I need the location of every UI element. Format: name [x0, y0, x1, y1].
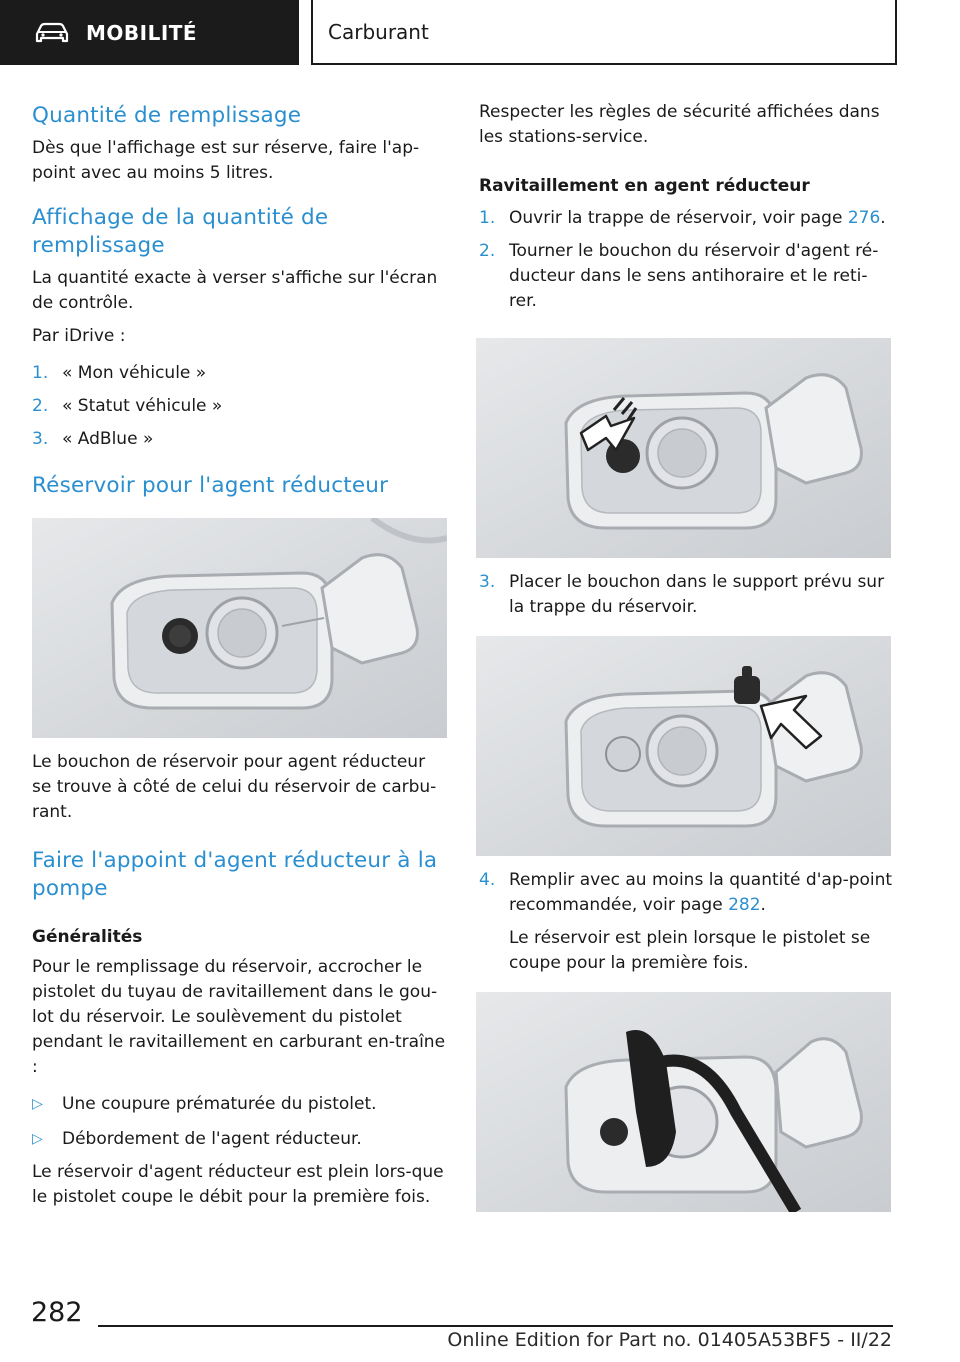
list-text: Débordement de l'agent réducteur.: [62, 1129, 362, 1149]
list-text: « AdBlue »: [62, 429, 154, 449]
list-text: Ouvrir la trappe de réservoir, voir page: [509, 208, 848, 228]
list-number: 2.: [479, 241, 496, 261]
car-icon: [34, 22, 70, 44]
section-title: MOBILITÉ: [86, 21, 198, 45]
step-2: [479, 239, 893, 314]
photo-cap-holder: [476, 636, 891, 856]
page-link-276[interactable]: 276: [847, 208, 881, 228]
heading-reservoir: Réservoir pour l'agent réducteur: [32, 473, 389, 498]
heading-quantite: Quantité de remplissage: [32, 103, 302, 128]
footer-divider: [98, 1325, 893, 1327]
para-step4-note: Le réservoir est plein lorsque le pistolet se coupe pour la première fois.: [509, 928, 871, 973]
para-bouchon: Le bouchon de réservoir pour agent réducteur se trouve à côté de celui du réservoir de carbu-rant.: [32, 752, 437, 822]
step-3: [479, 570, 893, 620]
list-text-end: .: [760, 895, 766, 915]
page-link-282[interactable]: 282: [728, 895, 761, 915]
list-item: [32, 361, 448, 386]
list-number: 1.: [479, 208, 496, 228]
bullet-icon: ▷: [32, 1096, 43, 1112]
list-number: 3.: [32, 429, 49, 449]
para-securite: Respecter les règles de sécurité affichées dans les stations-service.: [479, 102, 880, 147]
step-4: [479, 868, 893, 918]
heading-affichage: Affichage de la quantité de remplissage: [32, 205, 329, 258]
list-item: [32, 1127, 448, 1152]
heading-pompe: Faire l'appoint d'agent réducteur à la pompe: [32, 848, 438, 901]
list-number: 3.: [479, 572, 496, 592]
list-text: Une coupure prématurée du pistolet.: [62, 1094, 377, 1114]
list-text: « Statut véhicule »: [62, 396, 223, 416]
para-idrive: Par iDrive :: [32, 326, 126, 346]
list-item: [32, 1092, 448, 1117]
photo-filler-flap-open: [32, 518, 447, 738]
step-1: [479, 206, 893, 231]
para-affichage: La quantité exacte à verser s'affiche sur l'écran de contrôle.: [32, 268, 438, 313]
list-text: Tourner le bouchon du réservoir d'agent ré-ducteur dans le sens antihoraire et le reti-rer.: [509, 241, 879, 311]
list-text-end: .: [880, 208, 886, 228]
chapter-header: [311, 0, 897, 65]
para-plein: Le réservoir d'agent réducteur est plein lors-que le pistolet coupe le débit pour la première fois.: [32, 1162, 444, 1207]
edition-label: Online Edition for Part no. 01405A53BF5 - II/22: [447, 1329, 892, 1351]
bullet-icon: ▷: [32, 1131, 43, 1147]
list-number: 2.: [32, 396, 49, 416]
photo-nozzle-filling: [476, 992, 891, 1212]
heading-generalites: Généralités: [32, 927, 143, 947]
list-item: [32, 394, 448, 419]
list-number: 1.: [32, 363, 49, 383]
heading-ravitaillement: Ravitaillement en agent réducteur: [479, 176, 810, 196]
list-text: « Mon véhicule »: [62, 363, 207, 383]
photo-cap-unscrew: [476, 338, 891, 558]
list-text: Remplir avec au moins la quantité d'ap-point recommandée, voir page: [509, 870, 893, 915]
right-column: [479, 100, 893, 1212]
chapter-title: Carburant: [328, 20, 429, 44]
section-header: [0, 0, 299, 65]
list-number: 4.: [479, 870, 496, 890]
list-item: [32, 427, 448, 452]
page-number: 282: [31, 1297, 83, 1328]
menu-steps-list: [32, 361, 448, 452]
para-quantite: Dès que l'affichage est sur réserve, faire l'ap-point avec au moins 5 litres.: [32, 138, 420, 183]
para-generalites: Pour le remplissage du réservoir, accrocher le pistolet du tuyau de ravitaillement dans le gou-lot du réservoir. Le soulèvement du pistolet pendant le ravitaillement en carburant en-traîne :: [32, 957, 446, 1077]
bullet-list: [32, 1092, 448, 1152]
left-column: [32, 98, 448, 1210]
list-text: Placer le bouchon dans le support prévu sur la trappe du réservoir.: [509, 572, 885, 617]
